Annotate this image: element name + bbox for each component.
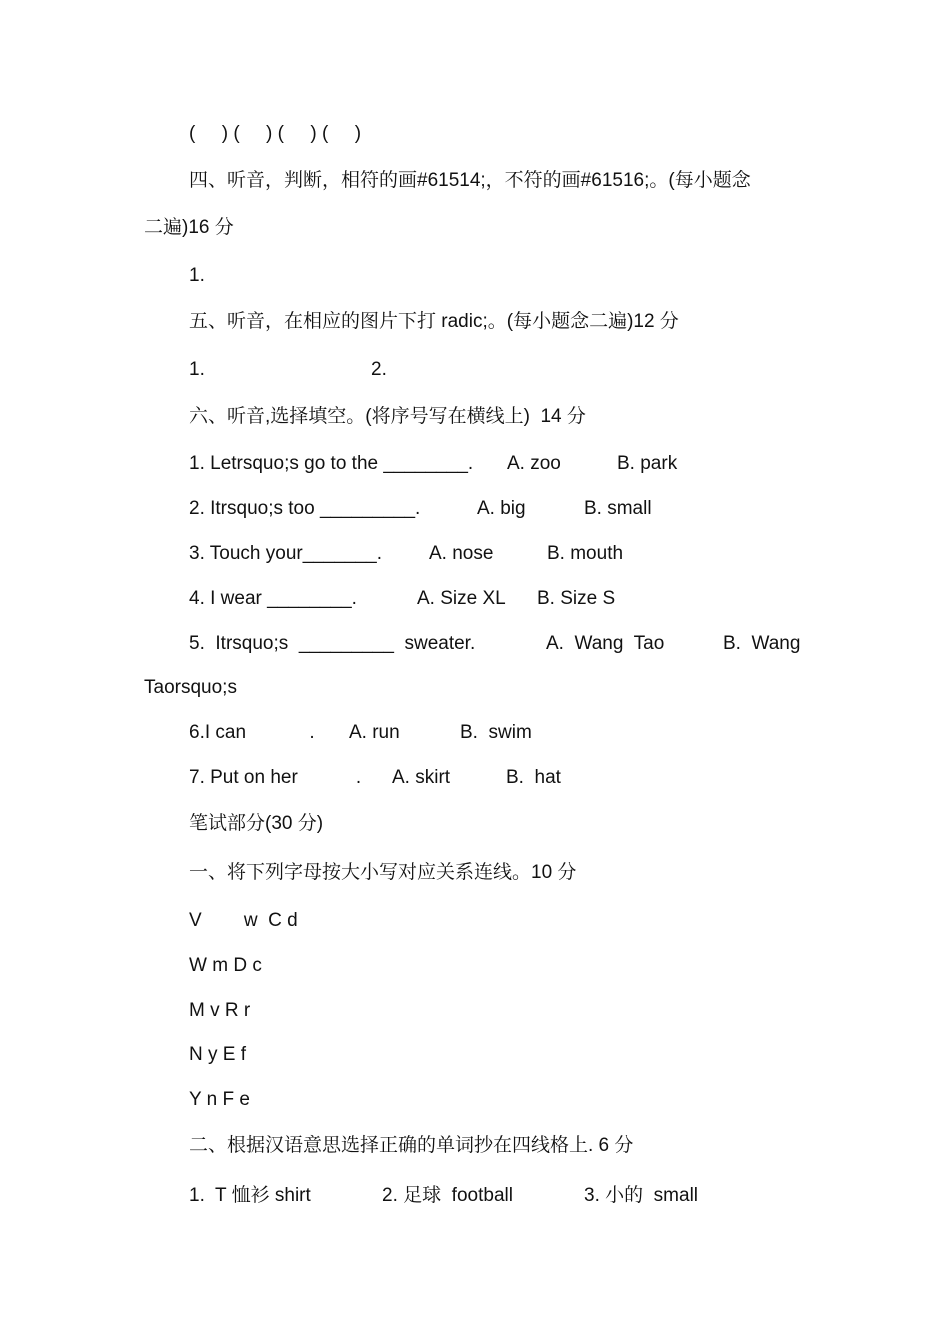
question-7-option-b: B. hat bbox=[506, 767, 561, 788]
question-4-option-a: A. Size XL bbox=[417, 588, 506, 609]
answer-blanks-row: ( ) ( ) ( ) ( ) bbox=[189, 123, 362, 144]
section6-title: 六、听音,选择填空。(将序号写在横线上) 14 分 bbox=[189, 406, 586, 427]
question-4: 4. I wear ________. bbox=[189, 588, 357, 609]
section5-title: 五、听音，在相应的图片下打 radic;。(每小题念二遍)12 分 bbox=[189, 311, 679, 332]
letter-row-2: W m D c bbox=[189, 955, 262, 976]
section5-item-1: 1. bbox=[189, 359, 205, 380]
question-5-option-b: B. Wang bbox=[723, 633, 801, 654]
question-7-option-a: A. skirt bbox=[392, 767, 451, 788]
question-3: 3. Touch your_______. bbox=[189, 543, 382, 564]
letter-row-1: V w C d bbox=[189, 910, 298, 931]
section4-title-line1: 四、听音，判断，相符的画#61514;，不符的画#61516;。(每小题念 bbox=[189, 170, 751, 191]
question-2-option-a: A. big bbox=[477, 498, 526, 519]
letter-row-3: M v R r bbox=[189, 1000, 251, 1021]
vocab-item-3: 3. 小的 small bbox=[584, 1185, 699, 1206]
question-1: 1. Letrsquo;s go to the ________. bbox=[189, 453, 474, 474]
question-3-option-b: B. mouth bbox=[547, 543, 624, 564]
question-6-option-a: A. run bbox=[349, 722, 400, 743]
question-2: 2. Itrsquo;s too _________. bbox=[189, 498, 421, 519]
section4-item-1: 1. bbox=[189, 265, 205, 286]
written-section2-title: 二、根据汉语意思选择正确的单词抄在四线格上. 6 分 bbox=[189, 1135, 634, 1156]
question-2-option-b: B. small bbox=[584, 498, 652, 519]
question-1-option-b: B. park bbox=[617, 453, 678, 474]
question-1-option-a: A. zoo bbox=[507, 453, 561, 474]
written-part-title: 笔试部分(30 分) bbox=[189, 813, 324, 834]
question-5: 5. Itrsquo;s _________ sweater. bbox=[189, 633, 476, 654]
letter-row-5: Y n F e bbox=[189, 1089, 250, 1110]
question-5-option-a: A. Wang Tao bbox=[546, 633, 665, 654]
question-5-option-b-continued: Taorsquo;s bbox=[144, 677, 237, 698]
question-3-option-a: A. nose bbox=[429, 543, 494, 564]
letter-row-4: N y E f bbox=[189, 1044, 247, 1065]
section5-item-2: 2. bbox=[371, 359, 387, 380]
section4-title-line2: 二遍)16 分 bbox=[144, 217, 234, 238]
question-6-option-b: B. swim bbox=[460, 722, 532, 743]
vocab-item-1: 1. T 恤衫 shirt bbox=[189, 1185, 311, 1206]
question-7: 7. Put on her . bbox=[189, 767, 362, 788]
question-6: 6.I can . bbox=[189, 722, 315, 743]
written-section1-title: 一、将下列字母按大小写对应关系连线。10 分 bbox=[189, 862, 577, 883]
question-4-option-b: B. Size S bbox=[537, 588, 616, 609]
vocab-item-2: 2. 足球 football bbox=[382, 1185, 513, 1206]
